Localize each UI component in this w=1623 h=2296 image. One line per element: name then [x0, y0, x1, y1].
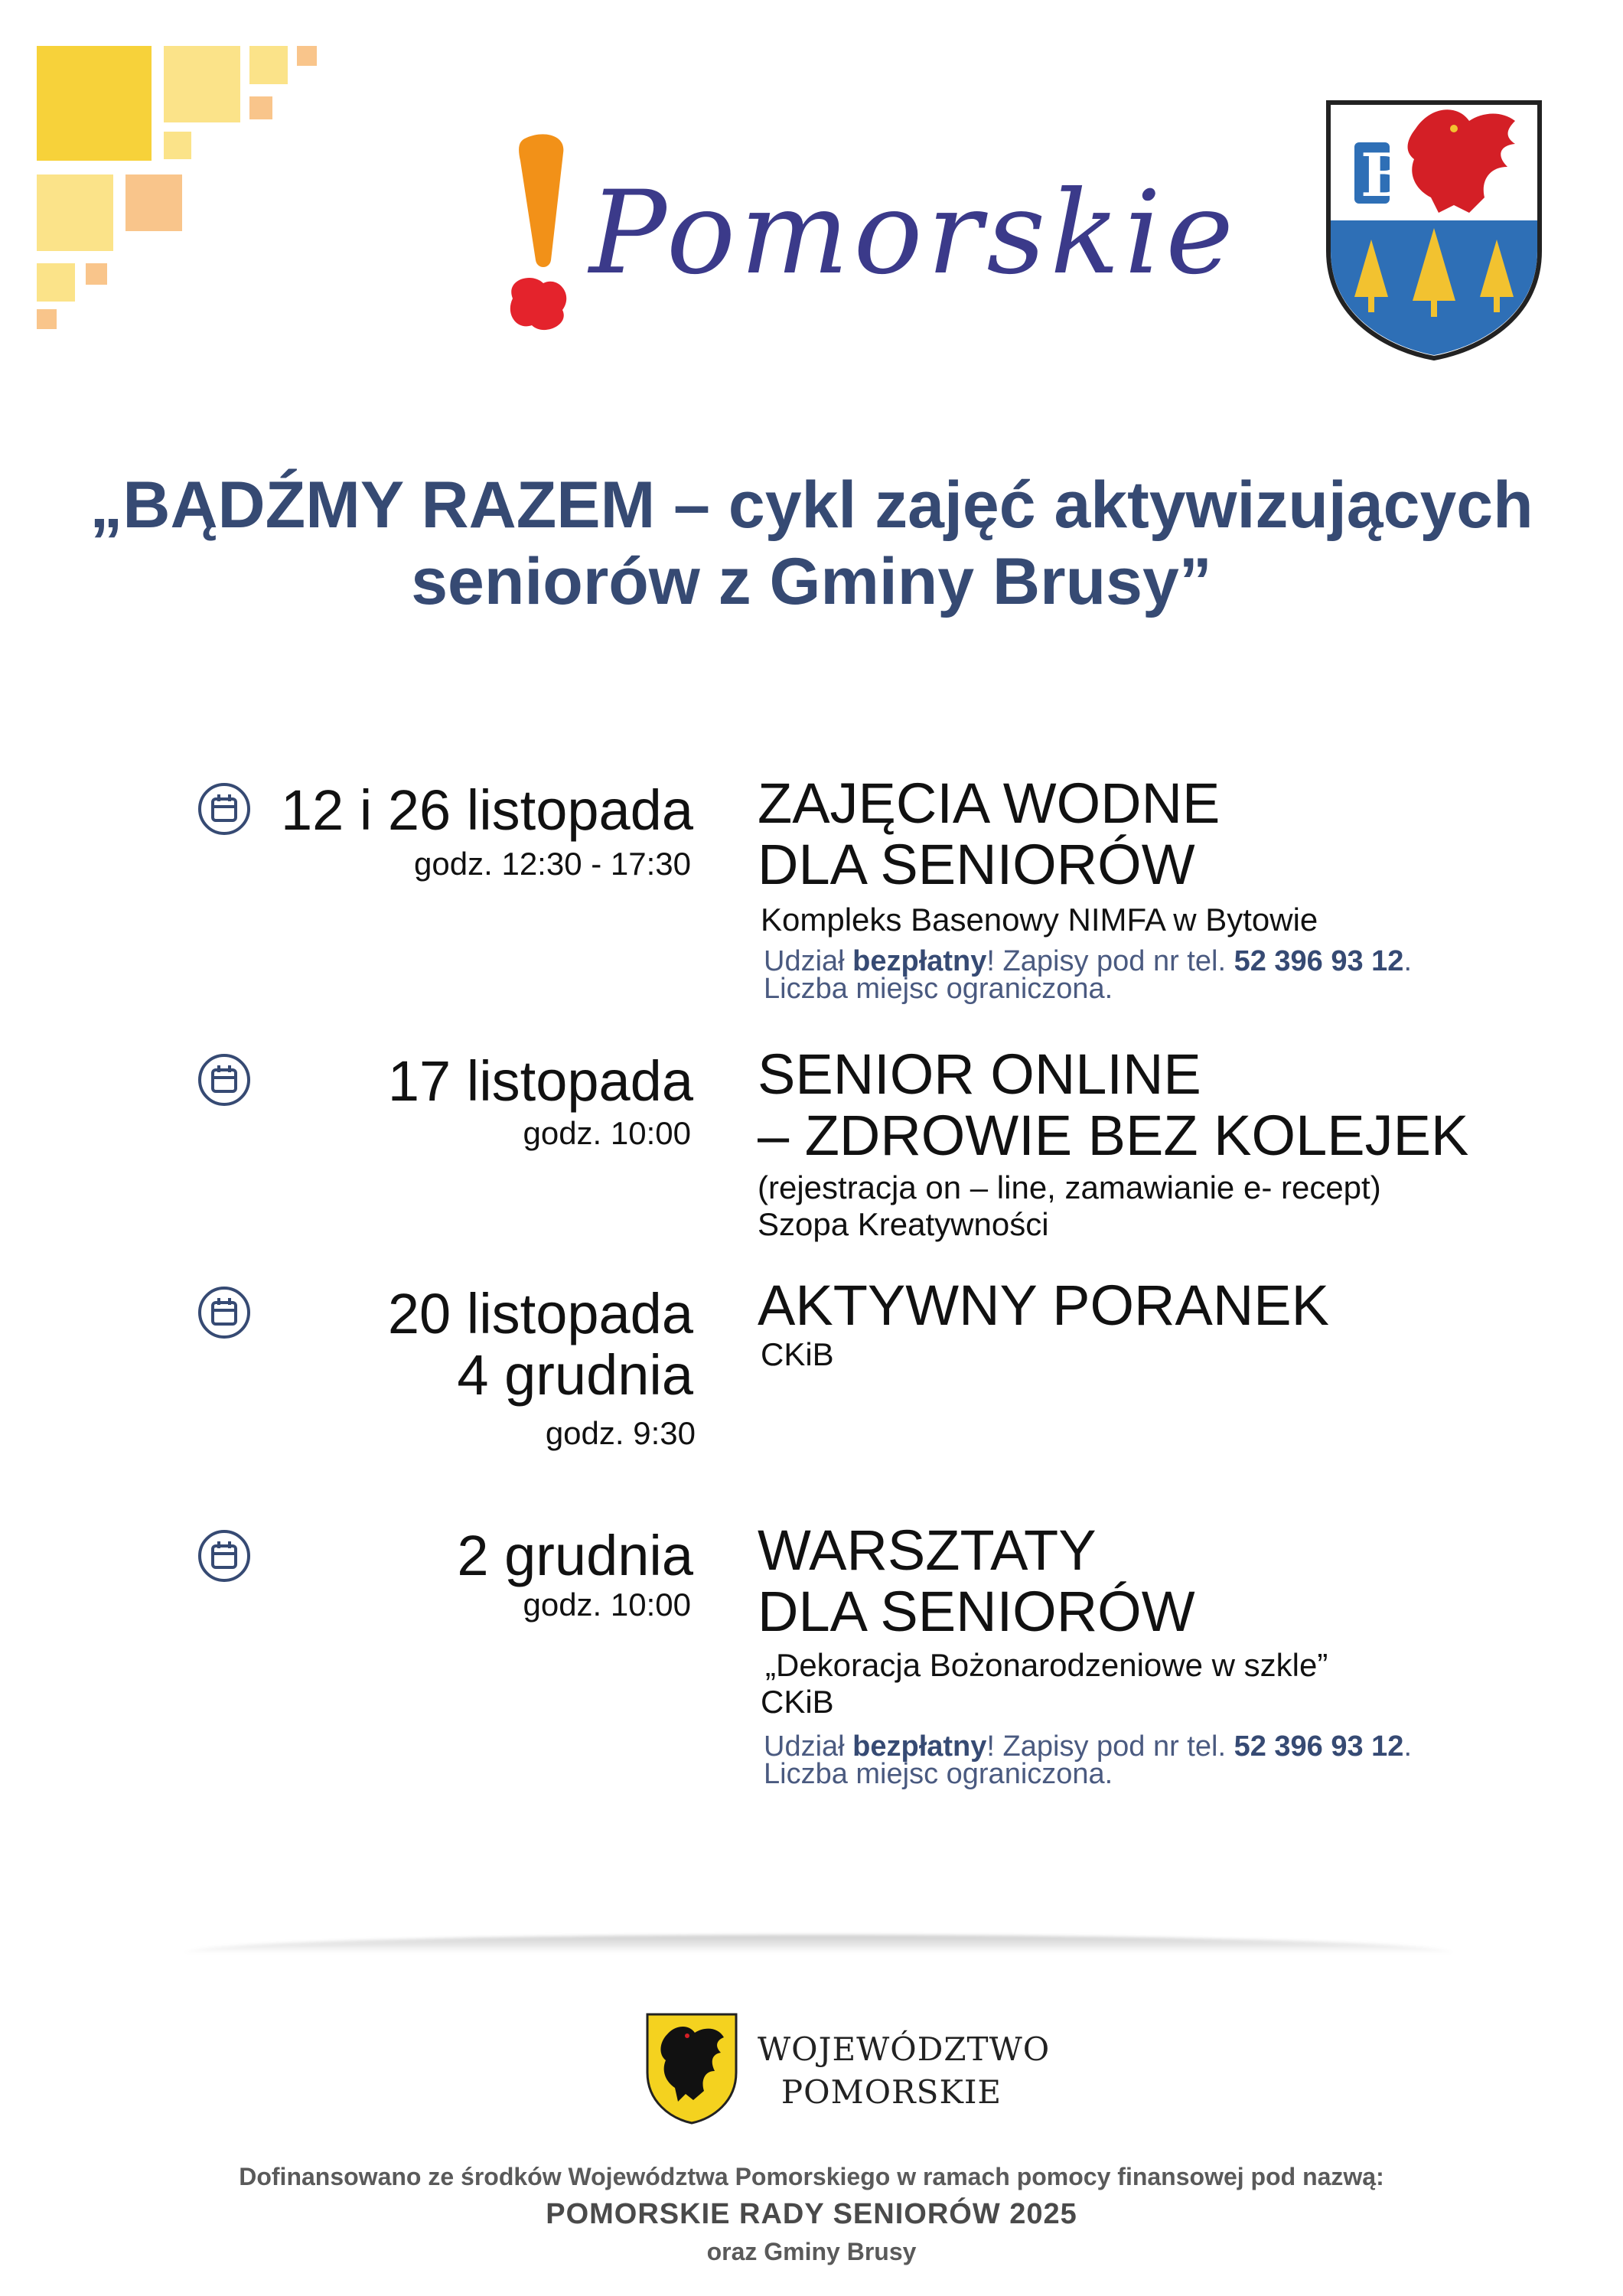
- exclamation-logo-icon: [490, 130, 597, 344]
- svg-text:B: B: [1361, 141, 1411, 210]
- funding-line-2: POMORSKIE RADY SENIORÓW 2025: [546, 2198, 1077, 2230]
- event-time: godz. 9:30: [545, 1415, 696, 1451]
- decor-square: [37, 263, 75, 302]
- event-date: 17 listopada: [387, 1049, 693, 1113]
- event-title-line-1: ZAJĘCIA WODNE: [758, 771, 1221, 835]
- event-title-line-2: DLA SENIORÓW: [758, 1580, 1195, 1643]
- event-title-line-1: AKTYWNY PORANEK: [758, 1274, 1330, 1337]
- event-venue: CKiB: [761, 1336, 834, 1372]
- event-note: [764, 1730, 1413, 1790]
- decor-square: [249, 46, 288, 84]
- event-detail: „Dekoracja Bożonarodzeniowe w szkle”: [765, 1647, 1328, 1683]
- event-title-line-2: DLA SENIORÓW: [758, 833, 1195, 896]
- event-title-line-1: SENIOR ONLINE: [758, 1042, 1201, 1106]
- title-line-1: „BĄDŹMY RAZEM – cykl zajęć aktywizujących: [90, 468, 1533, 542]
- event-title: [758, 773, 1220, 895]
- note-mid: ! Zapisy pod nr tel.: [986, 1730, 1234, 1763]
- event-title: [758, 1275, 1329, 1336]
- note-prefix: Udział: [764, 1730, 853, 1763]
- note-end: .: [1403, 945, 1413, 977]
- event-date-line-1: 20 listopada: [387, 1282, 693, 1345]
- event-note: [764, 947, 1412, 1003]
- event-note-line-1: [764, 947, 1412, 975]
- note-phone: 52 396 93 12: [1234, 945, 1404, 977]
- decor-square: [164, 46, 240, 122]
- decor-square: [164, 132, 191, 159]
- event-title-line-1: WARSZTATY: [758, 1518, 1097, 1582]
- decor-square: [37, 309, 57, 329]
- note-free: bezpłatny: [852, 945, 987, 977]
- event-note-line-2: Liczba miejsc ograniczona.: [764, 1758, 1113, 1790]
- calendar-icon: [197, 782, 251, 836]
- funding-line-1: Dofinansowano ze środków Województwa Pomorskiego w ramach pomocy finansowej pod nazwą:: [239, 2163, 1384, 2190]
- event-title-line-2: – ZDROWIE BEZ KOLEJEK: [758, 1104, 1469, 1167]
- note-phone: 52 396 93 12: [1234, 1730, 1404, 1763]
- event-date-line-2: 4 grudnia: [457, 1343, 693, 1407]
- note-free: bezpłatny: [852, 1730, 987, 1763]
- region-name-line-1: WOJEWÓDZTWO: [758, 2030, 1051, 2068]
- region-name: [758, 2028, 1051, 2114]
- decor-square: [86, 263, 107, 285]
- decor-square: [249, 96, 272, 119]
- calendar-icon: [197, 1053, 251, 1107]
- title-line-2: seniorów z Gminy Brusy”: [411, 545, 1212, 618]
- event-date: 12 i 26 listopada: [281, 778, 693, 842]
- event-date: 2 grudnia: [457, 1524, 693, 1587]
- brand-wordmark: Pomorskie: [589, 167, 1239, 300]
- calendar-icon: [197, 1286, 251, 1339]
- event-note-line-1: [764, 1730, 1413, 1763]
- decor-square: [37, 46, 152, 161]
- event-time: godz. 12:30 - 17:30: [414, 846, 691, 882]
- note-end: .: [1403, 1730, 1413, 1763]
- event-venue: Szopa Kreatywności: [758, 1206, 1049, 1242]
- event-venue: CKiB: [761, 1684, 834, 1720]
- decor-square: [125, 174, 182, 231]
- section-divider: [184, 1935, 1454, 1953]
- funding-line-3: oraz Gminy Brusy: [706, 2238, 917, 2265]
- event-time: godz. 10:00: [523, 1115, 691, 1151]
- event-title: [758, 1044, 1468, 1166]
- event-note-line-2: Liczba miejsc ograniczona.: [764, 973, 1113, 1005]
- page-title: [0, 467, 1623, 620]
- decor-square: [297, 46, 317, 66]
- event-detail: (rejestracja on – line, zamawianie e- recept): [758, 1169, 1381, 1205]
- calendar-icon: [197, 1529, 251, 1583]
- note-mid: ! Zapisy pod nr tel.: [986, 945, 1234, 977]
- griffin-crest-icon: [644, 2011, 739, 2125]
- event-title: [758, 1520, 1195, 1642]
- brusy-crest-icon: [1324, 98, 1544, 361]
- decor-square: [37, 174, 113, 251]
- note-prefix: Udział: [764, 945, 853, 977]
- region-name-line-2: POMORSKIE: [781, 2073, 1002, 2111]
- event-venue: Kompleks Basenowy NIMFA w Bytowie: [761, 902, 1318, 938]
- event-time: godz. 10:00: [523, 1587, 691, 1623]
